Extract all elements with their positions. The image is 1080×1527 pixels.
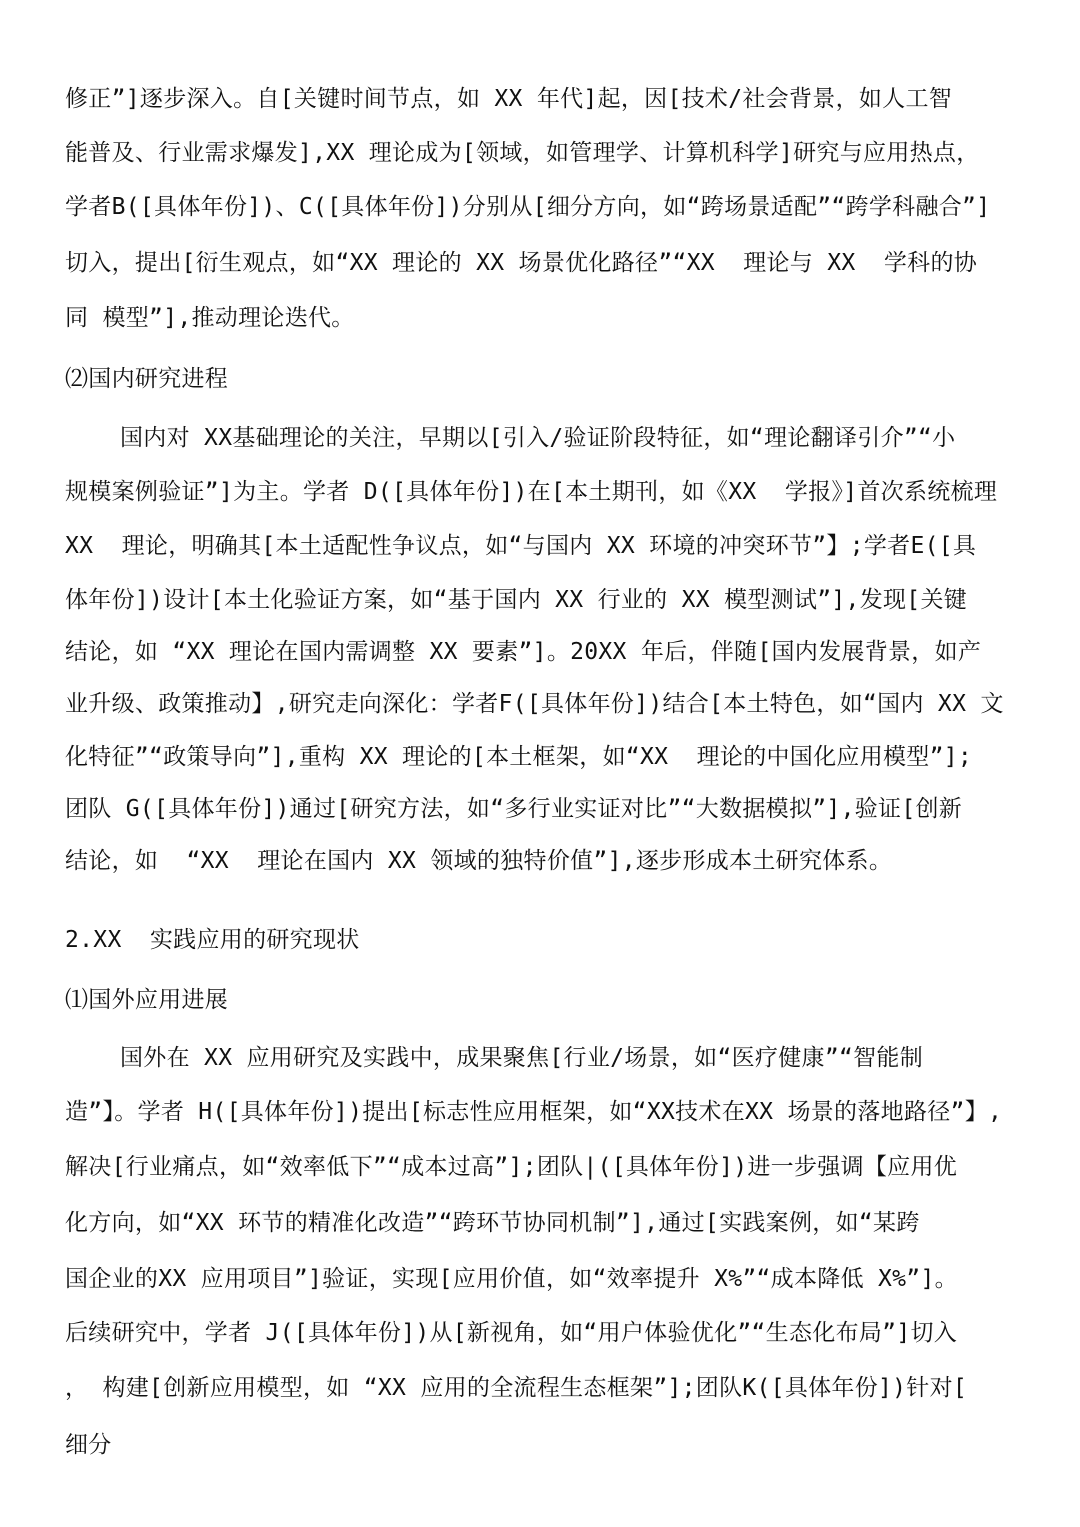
text-line: 能普及、行业需求爆发],XX 理论成为[领域，如管理学、计算机科学]研究与应用热点， <box>65 140 980 166</box>
text-line: 规模案例验证”]为主。学者 D([具体年份])在[本土期刊，如《XX 学报》]首次系统梳理 <box>65 479 998 505</box>
text-line: 结论，如 “XX 理论在国内需调整 XX 要素”]。20XX 年后，伴随[国内发展背景，如产 <box>65 639 982 665</box>
text-line: 后续研究中，学者 J([具体年份])从[新视角，如“用户体验优化”“生态化布局”]切入 <box>65 1320 958 1346</box>
section-heading: 2.XX 实践应用的研究现状 <box>65 927 360 953</box>
text-line: XX 理论，明确其[本土适配性争议点，如“与国内 XX 环境的冲突环节”】;学者E([具 <box>65 533 977 559</box>
text-line: 团队 G([具体年份])通过[研究方法，如“多行业实证对比”“大数据模拟”],验证[创新 <box>65 796 963 822</box>
text-line: 修正”]逐步深入。自[关键时间节点，如 XX 年代]起，因[技术/社会背景，如人工智 <box>65 86 953 112</box>
text-line: 业升级、政策推动】,研究走向深化：学者F([具体年份])结合[本土特色，如“国内 XX 文 <box>65 691 1004 717</box>
text-line: 化特征”“政策导向”],重构 XX 理论的[本土框架，如“XX 理论的中国化应用模型”]; <box>65 744 973 770</box>
text-line: 解决[行业痛点，如“效率低下”“成本过高”];团队|([具体年份])进一步强调【应用优 <box>65 1154 958 1180</box>
text-line: 造”】。学者 H([具体年份])提出[标志性应用框架，如“XX技术在XX 场景的落地路径”】, <box>65 1099 1003 1125</box>
text-line: 国企业的XX 应用项目”]验证，实现[应用价值，如“效率提升 X%”“成本降低 X%”]。 <box>65 1266 958 1292</box>
text-line: ， 构建[创新应用模型，如 “XX 应用的全流程生态框架”];团队K([具体年份])针对[ <box>65 1375 968 1401</box>
text-line: 细分 <box>65 1432 112 1458</box>
text-line: 结论，如 “XX 理论在国内 XX 领域的独特价值”],逐步形成本土研究体系。 <box>65 848 893 874</box>
text-line: 切入，提出[衍生观点，如“XX 理论的 XX 场景优化路径”“XX 理论与 XX 学科的协 <box>65 250 978 276</box>
text-line: 体年份])设计[本土化验证方案，如“基于国内 XX 行业的 XX 模型测试”],发现[关键 <box>65 587 968 613</box>
text-line: 学者B([具体年份])、C([具体年份])分别从[细分方向，如“跨场景适配”“跨学科融合”] <box>65 194 991 220</box>
text-line: 化方向，如“XX 环节的精准化改造”“跨环节协同机制”],通过[实践案例，如“某跨 <box>65 1210 920 1236</box>
text-line: 国外在 XX 应用研究及实践中，成果聚焦[行业/场景，如“医疗健康”“智能制 <box>120 1045 924 1071</box>
subsection-heading: ⑵国内研究进程 <box>65 366 229 392</box>
subsection-heading: ⑴国外应用进展 <box>65 987 229 1013</box>
text-line: 国内对 XX基础理论的关注，早期以[引入/验证阶段特征，如“理论翻译引介”“小 <box>120 425 956 451</box>
text-line: 同 模型”],推动理论迭代。 <box>65 305 355 331</box>
